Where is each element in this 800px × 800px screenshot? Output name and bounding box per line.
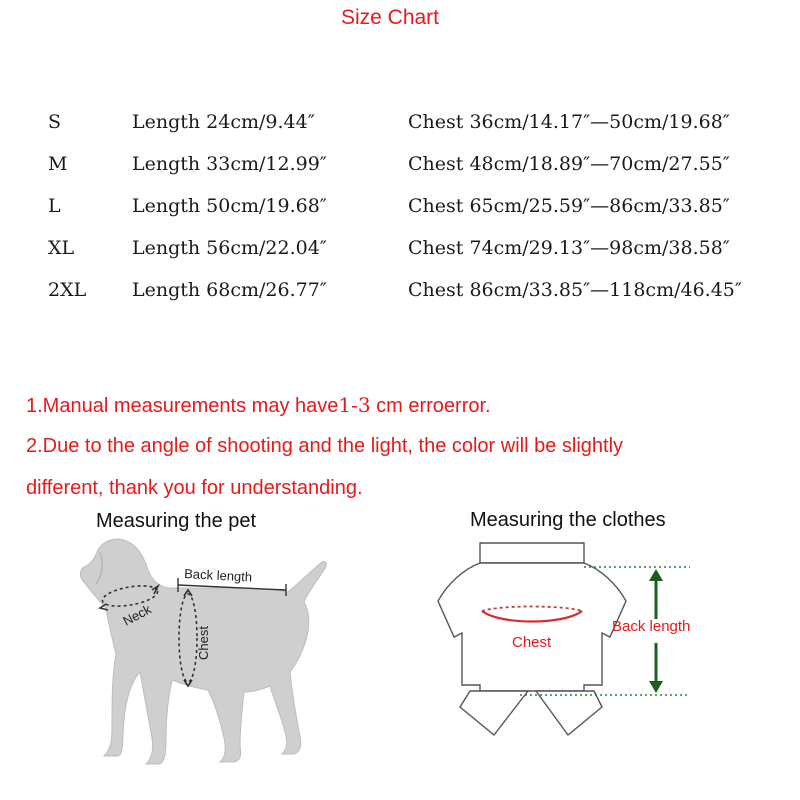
clothes-chest-label: Chest <box>512 634 552 651</box>
pet-diagram-caption: Measuring the pet <box>96 510 257 532</box>
clothes-diagram <box>430 535 700 740</box>
length-value: Length 24cm/9.44″ <box>132 111 315 133</box>
neck-label: Neck <box>120 601 154 629</box>
clothes-back-length-label: Back length <box>612 618 691 635</box>
size-row <box>0 279 800 309</box>
size-label: S <box>48 111 62 133</box>
note1-range: 1-3 <box>338 393 371 417</box>
length-value: Length 33cm/12.99″ <box>132 153 327 175</box>
chest-value: Chest 48cm/18.89″—70cm/27.55″ <box>408 153 730 175</box>
size-row <box>0 153 800 183</box>
note-color-line2: different, thank you for understanding. <box>26 477 363 499</box>
note-color-line1: 2.Due to the angle of shooting and the light, the color will be slightly <box>26 435 624 457</box>
clothes-diagram-caption: Measuring the clothes <box>470 509 666 531</box>
back-length-label: Back length <box>183 566 253 585</box>
size-row <box>0 111 800 141</box>
size-chart-title: Size Chart <box>340 6 440 29</box>
size-label: 2XL <box>48 279 87 301</box>
chest-label: Chest <box>196 626 211 660</box>
size-row <box>0 195 800 225</box>
note-measurement-error <box>26 393 491 418</box>
note1-prefix: 1.Manual measurements may have <box>26 395 339 417</box>
length-value: Length 50cm/19.68″ <box>132 195 327 217</box>
chest-value: Chest 65cm/25.59″—86cm/33.85″ <box>408 195 730 217</box>
note1-suffix: cm erroerror. <box>370 395 491 417</box>
length-value: Length 56cm/22.04″ <box>132 237 327 259</box>
chest-value: Chest 74cm/29.13″—98cm/38.58″ <box>408 237 730 259</box>
chest-value: Chest 86cm/33.85″—118cm/46.45″ <box>408 279 742 301</box>
length-value: Length 68cm/26.77″ <box>132 279 327 301</box>
size-label: L <box>48 195 61 217</box>
size-label: M <box>48 153 68 175</box>
pet-diagram <box>60 530 360 792</box>
chest-value: Chest 36cm/14.17″—50cm/19.68″ <box>408 111 730 133</box>
size-row <box>0 237 800 267</box>
size-label: XL <box>48 237 75 259</box>
